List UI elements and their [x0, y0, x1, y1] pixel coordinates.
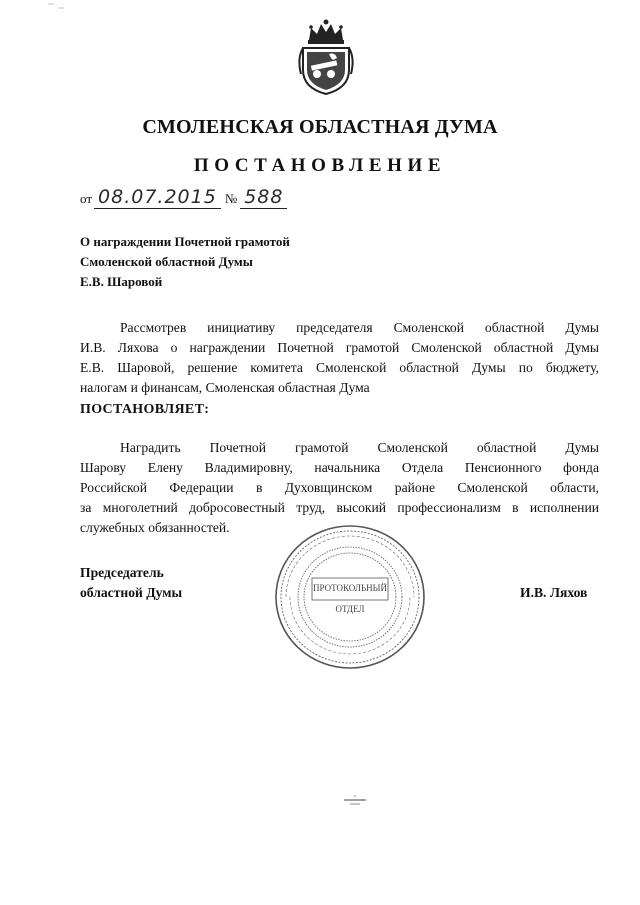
- document-subject: [80, 232, 380, 292]
- number-label: №: [224, 191, 238, 206]
- official-stamp: [272, 522, 428, 672]
- document-number: 588: [244, 186, 284, 208]
- paragraph-line: Шарову Елену Владимировну, начальника Отдела Пенсионного фонда: [80, 460, 599, 475]
- subject-line: О награждении Почетной грамотой: [80, 234, 290, 249]
- paragraph-line: налогам и финансам, Смоленская областная Дума: [80, 380, 370, 395]
- stamp-text-line1: ПРОТОКОЛЬНЫЙ: [313, 583, 387, 593]
- stamp-text-line2: ОТДЕЛ: [335, 604, 365, 614]
- paragraph-line: И.В. Ляхова о награждении Почетной грамотой Смоленской областной Думы: [80, 340, 599, 355]
- document-date: 08.07.2015: [98, 186, 217, 208]
- scan-artifact: [46, 2, 66, 14]
- organization-title: СМОЛЕНСКАЯ ОБЛАСТНАЯ ДУМА: [142, 116, 498, 138]
- position-line: областной Думы: [80, 585, 183, 600]
- subject-line: Смоленской областной Думы: [80, 254, 253, 269]
- paragraph-line: Наградить Почетной грамотой Смоленской областной Думы: [120, 440, 599, 455]
- position-line: Председатель: [80, 565, 164, 580]
- preamble-paragraph: [80, 318, 599, 398]
- page-mark: [340, 790, 370, 810]
- paragraph-line: Рассмотрев инициативу председателя Смоленской областной Думы: [120, 320, 599, 335]
- coat-of-arms-icon: [295, 18, 357, 96]
- document-type-title: ПОСТАНОВЛЕНИЕ: [193, 155, 447, 176]
- date-prefix: от: [80, 191, 93, 206]
- signatory-position: [80, 563, 182, 603]
- resolve-heading: ПОСТАНОВЛЯЕТ:: [80, 402, 210, 417]
- signatory-name: И.В. Ляхов: [520, 585, 588, 600]
- paragraph-line: Е.В. Шаровой, решение комитета Смоленской областной Думы по бюджету,: [80, 360, 599, 375]
- date-number-line: [80, 188, 287, 209]
- paragraph-line: Российской Федерации в Духовщинском районе Смоленской области,: [80, 480, 599, 495]
- paragraph-line: за многолетний добросовестный труд, высокий профессионализм в исполнении: [80, 500, 599, 515]
- subject-line: Е.В. Шаровой: [80, 274, 163, 289]
- paragraph-line: служебных обязанностей.: [80, 520, 230, 535]
